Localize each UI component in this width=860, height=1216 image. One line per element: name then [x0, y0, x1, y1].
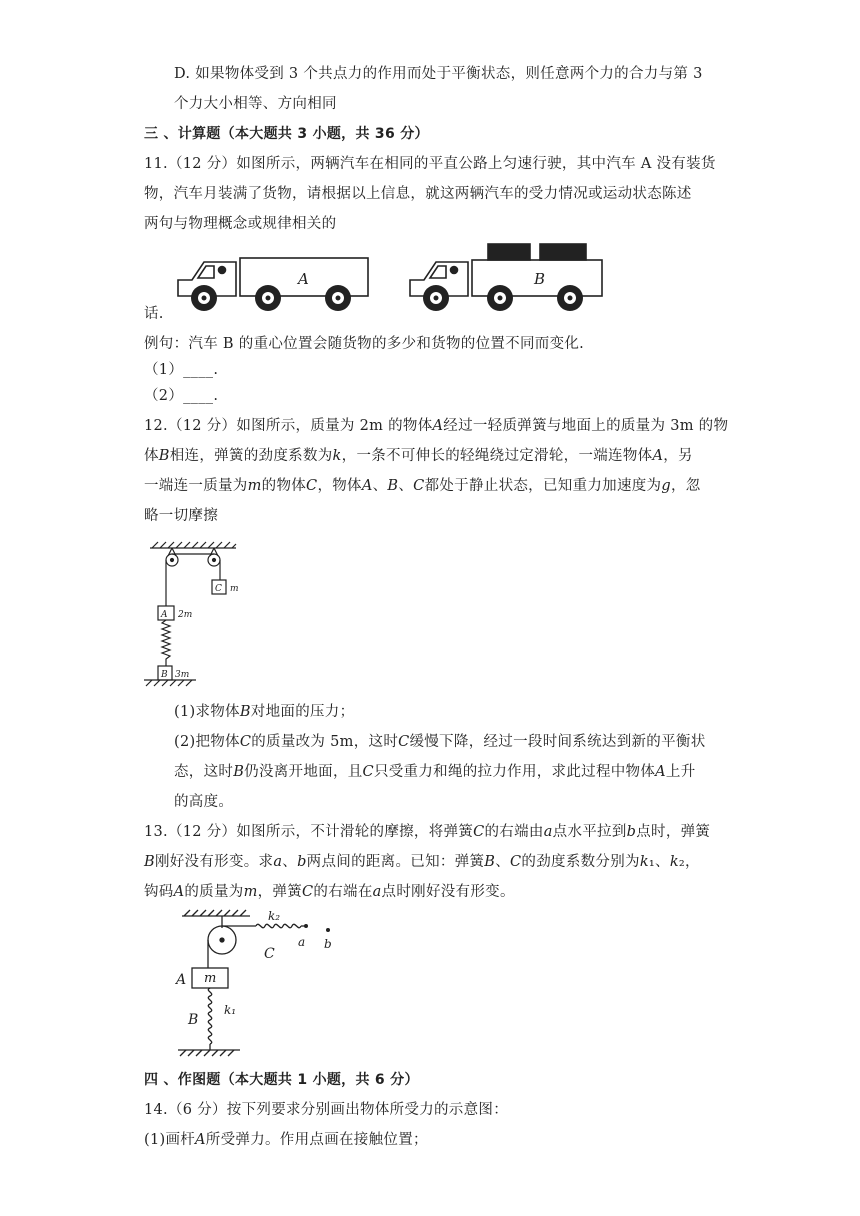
spring — [162, 620, 170, 666]
section3-title: 三 、计算题（本大题共 3 小题，共 36 分） — [144, 126, 429, 142]
q12-sub2-line3: 的高度。 — [174, 794, 234, 810]
q14-line2: (1)画杆𝐴所受弹力。作用点画在接触位置； — [144, 1132, 428, 1148]
ceiling-hatch — [184, 910, 246, 916]
q13-spring-figure — [170, 908, 350, 1066]
q11-blank1: （1）____. — [144, 362, 219, 378]
truck-a-label: A — [298, 270, 309, 288]
k1-label: k₁ — [224, 1003, 237, 1017]
q14-line1: 14.（6 分）按下列要求分别画出物体所受力的示意图： — [144, 1102, 508, 1118]
q11-example: 例句：汽车 B 的重心位置会随货物的多少和货物的位置不同而变化. — [144, 336, 585, 352]
q13-line2: 𝐵刚好没有形变。求𝑎、𝑏两点间的距离。已知：弹簧𝐵、𝐶的劲度系数分别为𝑘₁、𝑘₂， — [144, 854, 700, 870]
spring-b — [208, 988, 211, 1044]
block-a-label: A — [176, 972, 187, 988]
q12-sub2-line1: (2)把物体𝐶的质量改为 5m，这时𝐶缓慢下降，经过一段时间系统达到新的平衡状 — [174, 734, 706, 750]
ground-hatch — [180, 1050, 234, 1056]
q10-option-d-line2: 个力大小相等、方向相同 — [174, 96, 337, 112]
point-a-dot — [304, 924, 308, 928]
q11-tail: 话. — [144, 306, 164, 322]
block-a-mass: m — [204, 971, 217, 986]
q12-sub2-line2: 态，这时𝐵仍没离开地面，且𝐶只受重力和绳的拉力作用，求此过程中物体𝐴上升 — [174, 764, 696, 780]
k2-label: k₂ — [268, 909, 281, 923]
q12-pulley-figure — [140, 540, 250, 690]
block-c-mass: m — [230, 584, 239, 594]
q12-line3: 一端连一质量为𝑚的物体𝐶，物体𝐴、𝐵、𝐶都处于静止状态，已知重力加速度为𝑔，忽 — [144, 478, 701, 494]
point-b-dot — [326, 928, 330, 932]
cargo-box — [488, 244, 530, 260]
point-a-label: a — [298, 935, 306, 949]
spring-b-label: B — [188, 1012, 199, 1028]
q13-line1: 13.（12 分）如图所示，不计滑轮的摩擦，将弹簧𝐶的右端由𝑎点水平拉到𝑏点时，弹簧 — [144, 824, 711, 840]
point-b-label: b — [324, 937, 332, 951]
q12-line4: 略一切摩擦 — [144, 508, 218, 524]
q11-line1: 11.（12 分）如图所示，两辆汽车在相同的平直公路上匀速行驶，其中汽车 A 没有装货 — [144, 156, 716, 172]
q11-line2: 物，汽车月装满了货物，请根据以上信息，就这两辆汽车的受力情况或运动状态陈述 — [144, 186, 692, 202]
block-b-mass: 3m — [175, 670, 190, 680]
section4-title: 四 、作图题（本大题共 1 小题，共 6 分） — [144, 1072, 419, 1088]
cargo-box — [540, 244, 586, 260]
truck-b-label: B — [534, 270, 546, 288]
trucks-figure — [170, 240, 610, 318]
q13-line3: 钩码𝐴的质量为𝑚，弹簧𝐶的右端在𝑎点时刚好没有形变。 — [144, 884, 515, 900]
block-c-label: C — [215, 584, 222, 594]
ceiling-hatch — [152, 542, 236, 548]
block-a-mass: 2m — [178, 610, 193, 620]
block-b-label: B — [161, 670, 168, 680]
q11-blank2: （2）____. — [144, 388, 219, 404]
q12-line1: 12.（12 分）如图所示，质量为 2m 的物体𝐴经过一轻质弹簧与地面上的质量为 3m 的物 — [144, 418, 729, 434]
q12-sub1: (1)求物体𝐵对地面的压力； — [174, 704, 355, 720]
spring-c — [256, 924, 301, 927]
q10-option-d-line1: D. 如果物体受到 3 个共点力的作用而处于平衡状态，则任意两个力的合力与第 3 — [174, 66, 703, 82]
block-a-label: A — [161, 610, 168, 620]
q11-line3: 两句与物理概念或规律相关的 — [144, 216, 337, 232]
ground-hatch — [146, 680, 192, 686]
spring-c-label: C — [264, 946, 275, 962]
q12-line2: 体𝐵相连，弹簧的劲度系数为𝑘，一条不可伸长的轻绳绕过定滑轮，一端连物体𝐴，另 — [144, 448, 693, 464]
